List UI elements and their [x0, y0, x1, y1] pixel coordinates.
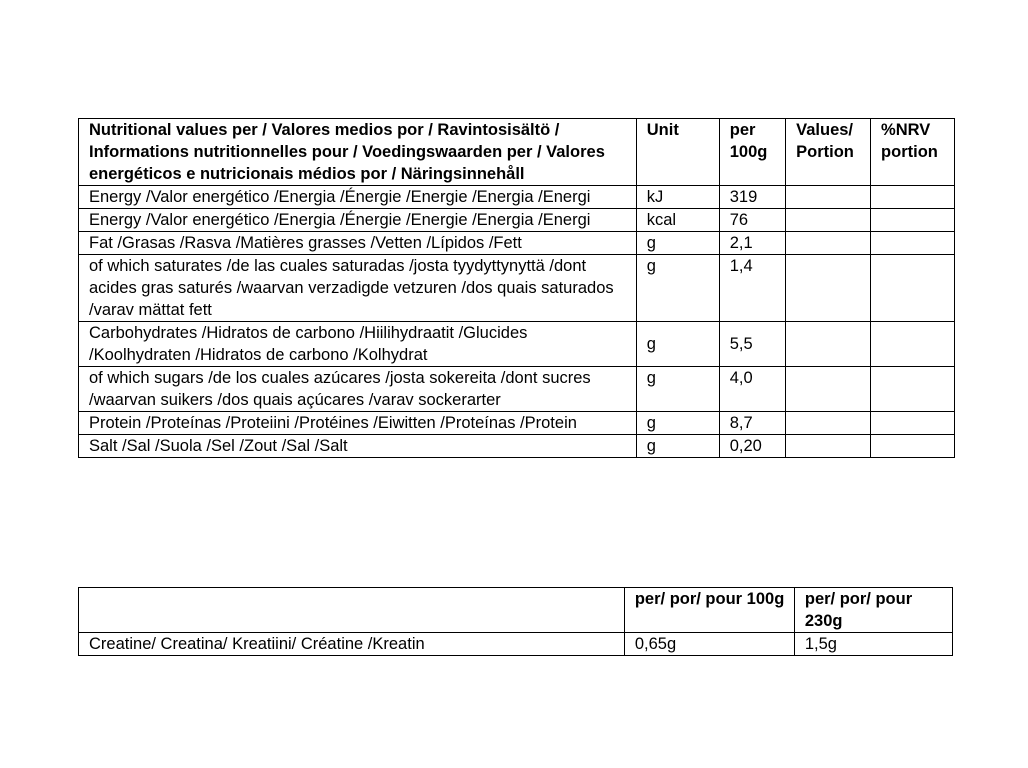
nutrient-unit: g [636, 232, 719, 255]
table-row-fat [79, 232, 955, 255]
header-per-100g: per 100g [719, 119, 785, 186]
nutrient-nrv [871, 255, 955, 322]
nutrient-nrv [871, 322, 955, 367]
header-nrv-portion: %NRV portion [871, 119, 955, 186]
nutrient-name: of which sugars /de los cuales azúcares /josta sokereita /dont sucres /waarvan suikers /dos quais açúcares /varav sockerarter [79, 367, 637, 412]
nutrient-per-100g: 76 [719, 209, 785, 232]
nutrient-name: Carbohydrates /Hidratos de carbono /Hiilihydraatit /Glucides /Koolhydraten /Hidratos de carbono /Kolhydrat [79, 322, 637, 367]
nutrient-per-100g: 0,20 [719, 435, 785, 458]
nutrient-name: Energy /Valor energético /Energia /Énergie /Energie /Energia /Energi [79, 209, 637, 232]
creatine-header-row [79, 588, 953, 633]
nutrient-name: Fat /Grasas /Rasva /Matières grasses /Vetten /Lípidos /Fett [79, 232, 637, 255]
nutrient-portion [786, 367, 871, 412]
table-row-protein [79, 412, 955, 435]
nutrient-unit: g [636, 322, 719, 367]
nutrient-nrv [871, 412, 955, 435]
creatine-name: Creatine/ Creatina/ Kreatiini/ Créatine /Kreatin [79, 633, 625, 656]
creatine-per-100g: 0,65g [624, 633, 794, 656]
nutrition-header-row [79, 119, 955, 186]
nutrient-name: Protein /Proteínas /Proteiini /Protéines /Eiwitten /Proteínas /Protein [79, 412, 637, 435]
table-row-energy-kj [79, 186, 955, 209]
nutrient-per-100g: 5,5 [719, 322, 785, 367]
nutrient-nrv [871, 367, 955, 412]
nutrient-per-100g: 1,4 [719, 255, 785, 322]
nutrient-per-100g: 319 [719, 186, 785, 209]
nutrient-portion [786, 322, 871, 367]
nutrient-nrv [871, 209, 955, 232]
creatine-header-empty [79, 588, 625, 633]
nutrient-name: of which saturates /de las cuales saturadas /josta tyydyttynyttä /dont acides gras saturés /waarvan verzadigde vetzuren /dos quais saturados /varav mättat fett [79, 255, 637, 322]
nutrient-portion [786, 186, 871, 209]
nutrient-unit: kJ [636, 186, 719, 209]
nutrient-unit: g [636, 412, 719, 435]
header-nutritional-values: Nutritional values per / Valores medios por / Ravintosisältö / Informations nutritionnelles pour / Voedingswaarden per / Valores energéticos e nutricionais médios por / Näringsinnehåll [79, 119, 637, 186]
table-row-sugars [79, 367, 955, 412]
creatine-table [78, 587, 953, 656]
nutrient-name: Energy /Valor energético /Energia /Énergie /Energie /Energia /Energi [79, 186, 637, 209]
nutrient-unit: g [636, 367, 719, 412]
table-row-creatine [79, 633, 953, 656]
nutrient-nrv [871, 232, 955, 255]
nutrient-nrv [871, 435, 955, 458]
nutrient-portion [786, 255, 871, 322]
header-unit: Unit [636, 119, 719, 186]
nutrient-unit: g [636, 255, 719, 322]
nutrient-portion [786, 435, 871, 458]
nutrient-nrv [871, 186, 955, 209]
header-values-portion: Values/ Portion [786, 119, 871, 186]
nutrient-portion [786, 232, 871, 255]
nutrient-unit: kcal [636, 209, 719, 232]
creatine-header-per-230g: per/ por/ pour 230g [794, 588, 952, 633]
nutrient-per-100g: 8,7 [719, 412, 785, 435]
creatine-per-230g: 1,5g [794, 633, 952, 656]
creatine-header-per-100g: per/ por/ pour 100g [624, 588, 794, 633]
table-row-salt [79, 435, 955, 458]
nutrient-unit: g [636, 435, 719, 458]
table-row-carbohydrates [79, 322, 955, 367]
nutrient-portion [786, 209, 871, 232]
table-row-energy-kcal [79, 209, 955, 232]
nutrient-name: Salt /Sal /Suola /Sel /Zout /Sal /Salt [79, 435, 637, 458]
nutrient-per-100g: 2,1 [719, 232, 785, 255]
nutrient-per-100g: 4,0 [719, 367, 785, 412]
nutrition-table [78, 118, 955, 458]
table-row-saturates [79, 255, 955, 322]
nutrient-portion [786, 412, 871, 435]
